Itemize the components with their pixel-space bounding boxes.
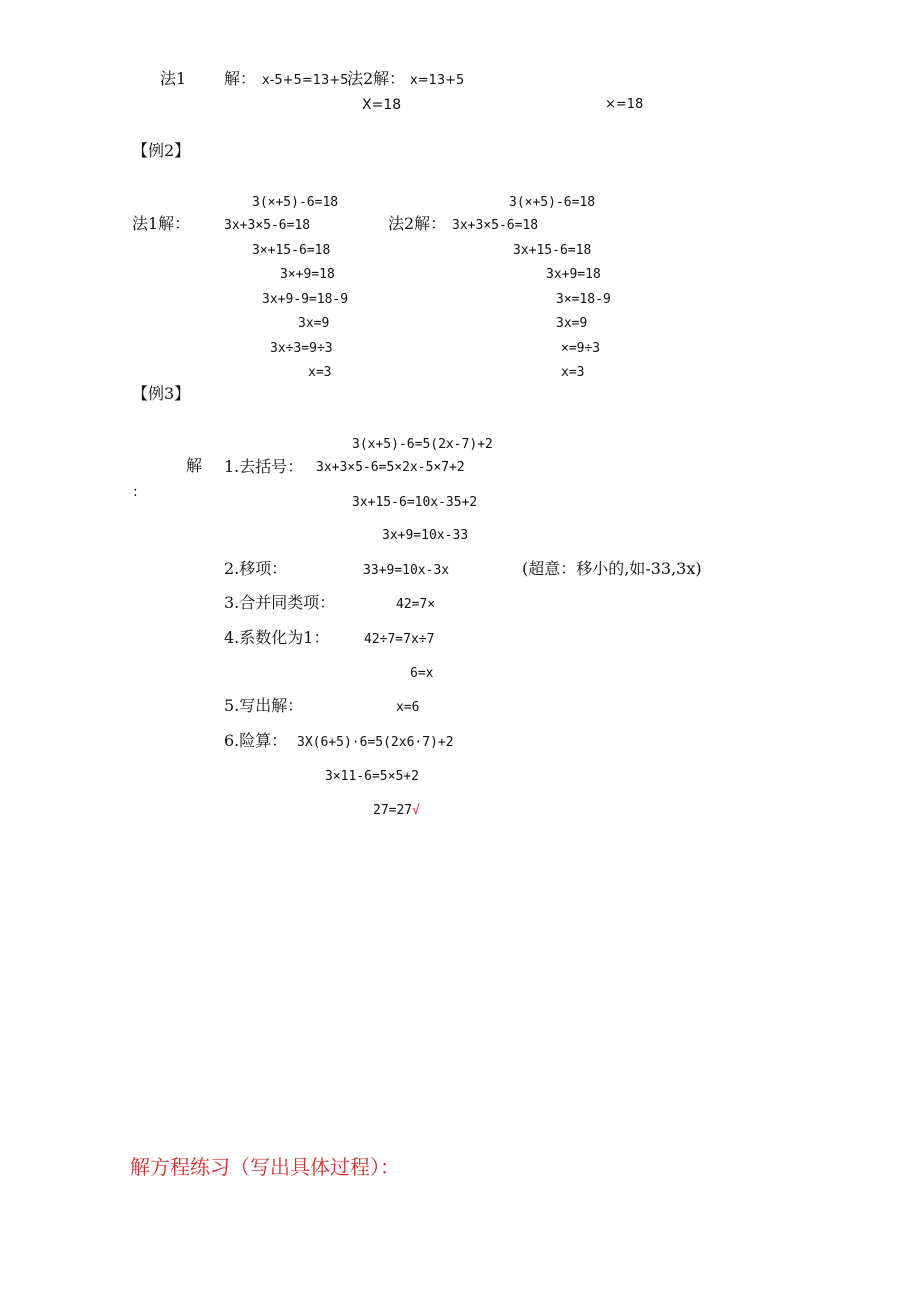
- ex3-step4-equation: 42÷7=7x÷7: [364, 632, 435, 647]
- practice-heading: 解方程练习（写出具体过程）：: [130, 1155, 400, 1179]
- ex3-step4-equation-2: 6=x: [410, 666, 434, 681]
- ex2-m1-step: 3(×+5)-6=18: [252, 195, 339, 210]
- method2-label: 法2解：: [347, 69, 406, 88]
- ex2-m1-step: 3×+15-6=18: [252, 243, 331, 258]
- ex3-step1-label: 1.去括号：: [224, 457, 304, 476]
- example2-title: 【例2】: [132, 141, 191, 160]
- method1-equation: x-5+5=13+5: [262, 73, 349, 88]
- ex2-m1-step: 3×+9=18: [280, 267, 335, 282]
- ex3-original-equation: 3(x+5)-6=5(2x-7)+2: [352, 437, 493, 452]
- ex3-step5-label: 5.写出解：: [224, 696, 304, 715]
- ex2-m2-step: 3x+15-6=18: [513, 243, 592, 258]
- ex2-m1-step: x=3: [308, 365, 332, 380]
- ex3-step1-equation: 3x+3×5-6=5×2x-5×7+2: [316, 460, 465, 475]
- ex3-step2-equation: 33+9=10x-3x: [363, 563, 450, 578]
- ex2-m2-step: 3x+9=18: [546, 267, 601, 282]
- ex2-m2-step: 3x=9: [556, 316, 588, 331]
- ex2-m1-step: 3x=9: [298, 316, 330, 331]
- ex3-step5-equation: x=6: [396, 700, 420, 715]
- ex3-step6-equation: 3X(6+5)·6=5(2x6·7)+2: [297, 735, 454, 750]
- ex3-check-equation: 27=27: [373, 803, 413, 818]
- ex3-step3-equation: 42=7×: [396, 597, 436, 612]
- ex3-step2-note: (超意：移小的,如-33,3x): [522, 559, 702, 578]
- ex2-m2-step: 3(×+5)-6=18: [509, 195, 596, 210]
- ex2-m1-step: 3x+9-9=18-9: [262, 292, 349, 307]
- check-mark-icon: √: [412, 803, 420, 818]
- method1-jie: 解：: [224, 69, 257, 88]
- ex2-m2-step: 3×=18-9: [556, 292, 611, 307]
- ex3-step3-label: 3.合并同类项：: [224, 593, 336, 612]
- example3-title: 【例3】: [132, 384, 191, 403]
- method2-equation: x=13+5: [410, 73, 465, 88]
- ex3-step4-label: 4.系数化为1：: [224, 628, 330, 647]
- ex3-step1-equation-3: 3x+9=10x-33: [382, 528, 469, 543]
- ex2-m1-step: 3x+3×5-6=18: [224, 218, 311, 233]
- ex2-m2-step: 3x+3×5-6=18: [452, 218, 539, 233]
- method2-result: ×=18: [605, 97, 644, 112]
- ex3-step6-equation-2: 3×11-6=5×5+2: [325, 769, 419, 784]
- ex3-step6-label: 6.险算：: [224, 731, 288, 750]
- ex2-m2-step: ×=9÷3: [561, 341, 601, 356]
- ex2-m2-step: x=3: [561, 365, 585, 380]
- ex3-step1-equation-2: 3x+15-6=10x-35+2: [352, 495, 478, 510]
- ex3-jie: 解: [186, 456, 203, 475]
- ex3-colon: :: [133, 484, 138, 500]
- ex3-step6-equation-3: [373, 802, 420, 820]
- example2-method1-label: 法1解：: [132, 214, 191, 233]
- example2-method2-label: 法2解：: [388, 214, 447, 233]
- ex3-step2-label: 2.移项：: [224, 559, 288, 578]
- method1-label: 法1: [160, 69, 187, 88]
- ex2-m1-step: 3x÷3=9÷3: [270, 341, 333, 356]
- method1-result: X=18: [362, 97, 402, 113]
